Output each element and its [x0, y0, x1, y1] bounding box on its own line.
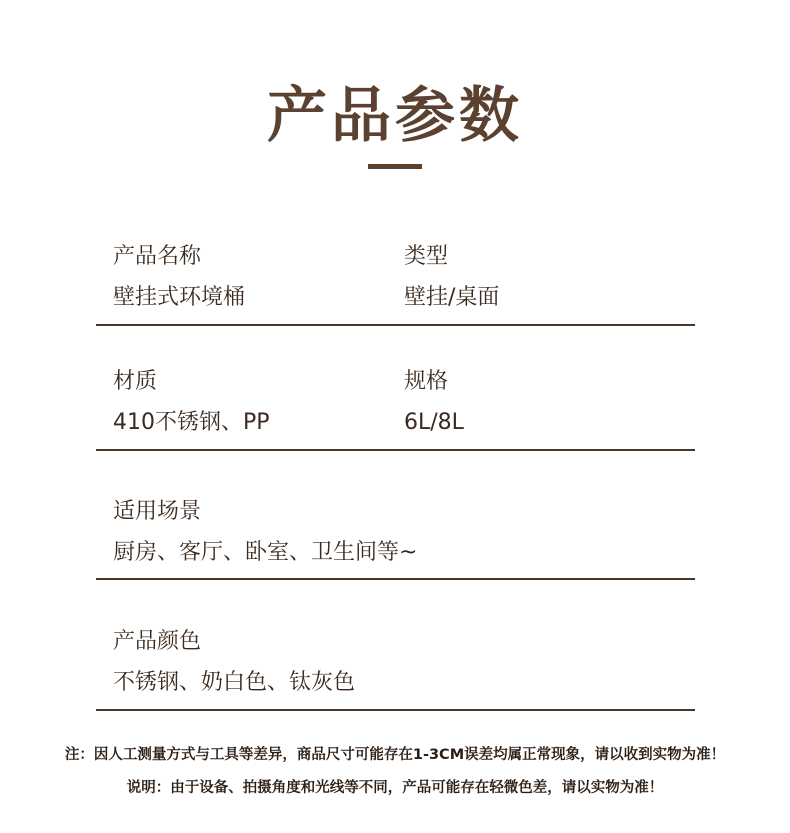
row-divider [96, 449, 695, 451]
param-label-spec: 规格 [404, 369, 449, 394]
note-measurement: 注：因人工测量方式与工具等差异，商品尺寸可能存在1-3CM误差均属正常现象，请以收到实物为准！ [64, 747, 726, 763]
param-value-type: 壁挂/桌面 [404, 285, 500, 310]
param-value-scenes: 厨房、客厅、卧室、卫生间等~ [113, 540, 418, 565]
param-label-scenes: 适用场景 [113, 499, 202, 524]
param-value-material: 410不锈钢、PP [113, 410, 270, 435]
param-value-spec: 6L/8L [404, 410, 464, 435]
param-label-type: 类型 [404, 244, 449, 269]
param-label-product-name: 产品名称 [113, 244, 202, 269]
row-divider [96, 324, 695, 326]
param-label-material: 材质 [113, 369, 158, 394]
param-value-product-name: 壁挂式环境桶 [113, 285, 246, 310]
note-color-difference: 说明：由于设备、拍摄角度和光线等不同，产品可能存在轻微色差，请以实物为准！ [126, 780, 664, 796]
row-divider [96, 709, 695, 711]
param-value-color: 不锈钢、奶白色、钛灰色 [113, 670, 356, 695]
param-label-color: 产品颜色 [113, 629, 202, 654]
page-title: 产品参数 [267, 81, 523, 151]
row-divider [96, 578, 695, 580]
title-underline [368, 164, 422, 169]
